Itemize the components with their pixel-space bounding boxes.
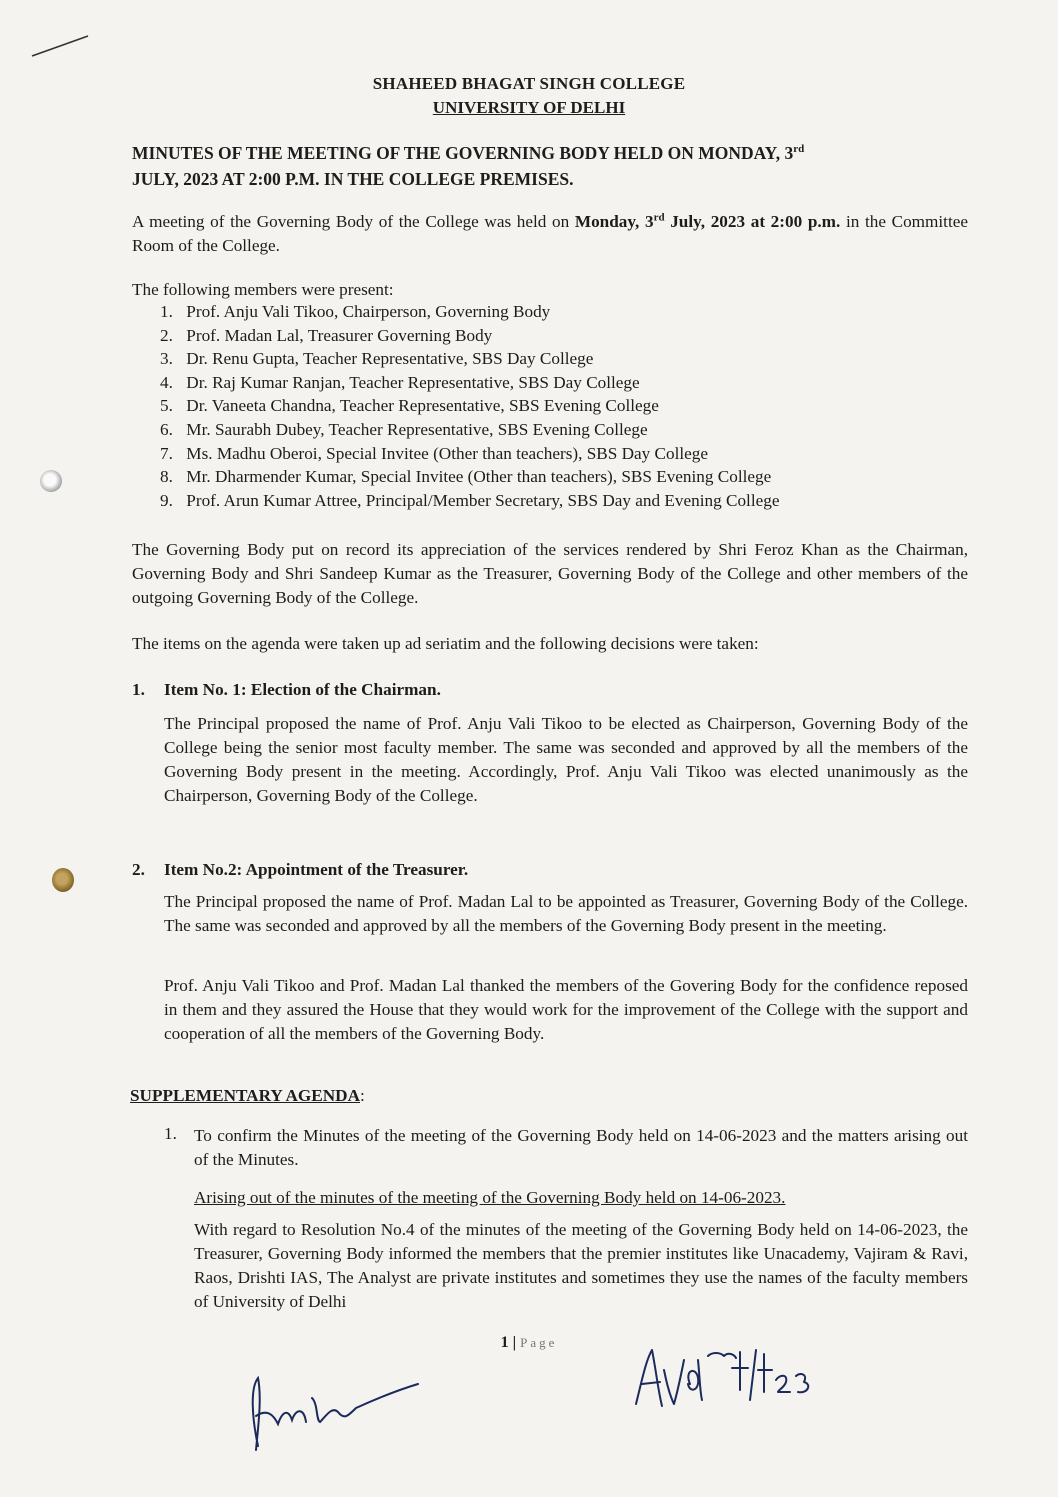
members-list	[160, 300, 779, 512]
supplementary-item-text: To confirm the Minutes of the meeting of the Governing Body held on 14-06-2023 and the matters arising out of the Minutes.	[194, 1126, 968, 1169]
list-item: 7. Ms. Madhu Oberoi, Special Invitee (Other than teachers), SBS Day College	[160, 443, 708, 463]
list-item: 6. Mr. Saurabh Dubey, Teacher Representative, SBS Evening College	[160, 419, 648, 439]
punch-hole-bottom	[52, 868, 74, 892]
page-number: 1 | Page	[500, 1334, 558, 1351]
item-1-heading: 1. Item No. 1: Election of the Chairman.	[132, 680, 441, 699]
members-intro: The following members were present:	[132, 280, 394, 299]
agenda-intro: The items on the agenda were taken up ad seriatim and the following decisions were taken:	[132, 634, 759, 653]
list-item: 3. Dr. Renu Gupta, Teacher Representative, SBS Day College	[160, 349, 594, 369]
item-2-paragraph-2: Prof. Anju Vali Tikoo and Prof. Madan Lal thanked the members of the Govering Body for the confidence reposed in them and they assured the House that they would work for the improvement of the College with the support and cooperation of all the members of the Governing Body.	[164, 976, 968, 1043]
punch-hole-top	[40, 470, 62, 492]
item-2-paragraph-1: The Principal proposed the name of Prof. Madan Lal to be appointed as Treasurer, Governing Body of the College. The same was seconded and approved by all the members of the Governing Body present in the meeting.	[164, 892, 968, 935]
list-item: 5. Dr. Vaneeta Chandna, Teacher Representative, SBS Evening College	[160, 396, 659, 416]
appreciation-paragraph: The Governing Body put on record its appreciation of the services rendered by Shri Feroz Khan as the Chairman, Governing Body and Shri Sandeep Kumar as the Treasurer, Governing Body of the College and other members of the outgoing Governing Body of the College.	[132, 540, 968, 607]
university-name: UNIVERSITY OF DELHI	[432, 98, 626, 117]
item-2-heading: 2. Item No.2: Appointment of the Treasurer.	[132, 860, 469, 879]
resolution-paragraph: With regard to Resolution No.4 of the minutes of the meeting of the Governing Body held on 14-06-2023, the Treasurer, Governing Body informed the members that the premier institutes like Unacademy, Vajiram & Ravi, Raos, Drishti IAS, The Analyst are private institutes and sometimes they use the names of the faculty members of University of Delhi	[194, 1220, 968, 1311]
supplementary-heading: SUPPLEMENTARY AGENDA:	[130, 1086, 365, 1105]
list-item: 4. Dr. Raj Kumar Ranjan, Teacher Representative, SBS Day College	[160, 372, 640, 392]
item-1-paragraph: The Principal proposed the name of Prof. Anju Vali Tikoo to be elected as Chairperson, Governing Body of the College being the senior most faculty member. The same was seconded and approved by all the members of the Governing Body present in the meeting. Accordingly, Prof. Anju Vali Tikoo was elected unanimously as the Chairperson, Governing Body of the College.	[164, 714, 968, 805]
list-item: 9. Prof. Arun Kumar Attree, Principal/Member Secretary, SBS Day and Evening College	[160, 490, 780, 510]
list-item: 1. Prof. Anju Vali Tikoo, Chairperson, Governing Body	[160, 302, 551, 321]
intro-paragraph: A meeting of the Governing Body of the College was held on Monday, 3rd July, 2023 at 2:00 p.m. in the Committee Room of the College.	[132, 211, 968, 255]
college-name: SHAHEED BHAGAT SINGH COLLEGE	[372, 74, 686, 93]
signature-left	[228, 1368, 428, 1458]
arising-subheading: Arising out of the minutes of the meeting of the Governing Body held on 14-06-2023.	[194, 1188, 786, 1207]
minutes-title: MINUTES OF THE MEETING OF THE GOVERNING BODY HELD ON MONDAY, 3rd JULY, 2023 AT 2:00 P.M. IN THE COLLEGE PREMISES.	[132, 143, 805, 189]
pen-mark	[28, 30, 98, 60]
supplementary-item-number: 1.	[164, 1124, 177, 1143]
list-item: 8. Mr. Dharmender Kumar, Special Invitee (Other than teachers), SBS Evening College	[160, 467, 772, 487]
signature-right	[628, 1330, 818, 1420]
list-item: 2. Prof. Madan Lal, Treasurer Governing Body	[160, 325, 493, 345]
